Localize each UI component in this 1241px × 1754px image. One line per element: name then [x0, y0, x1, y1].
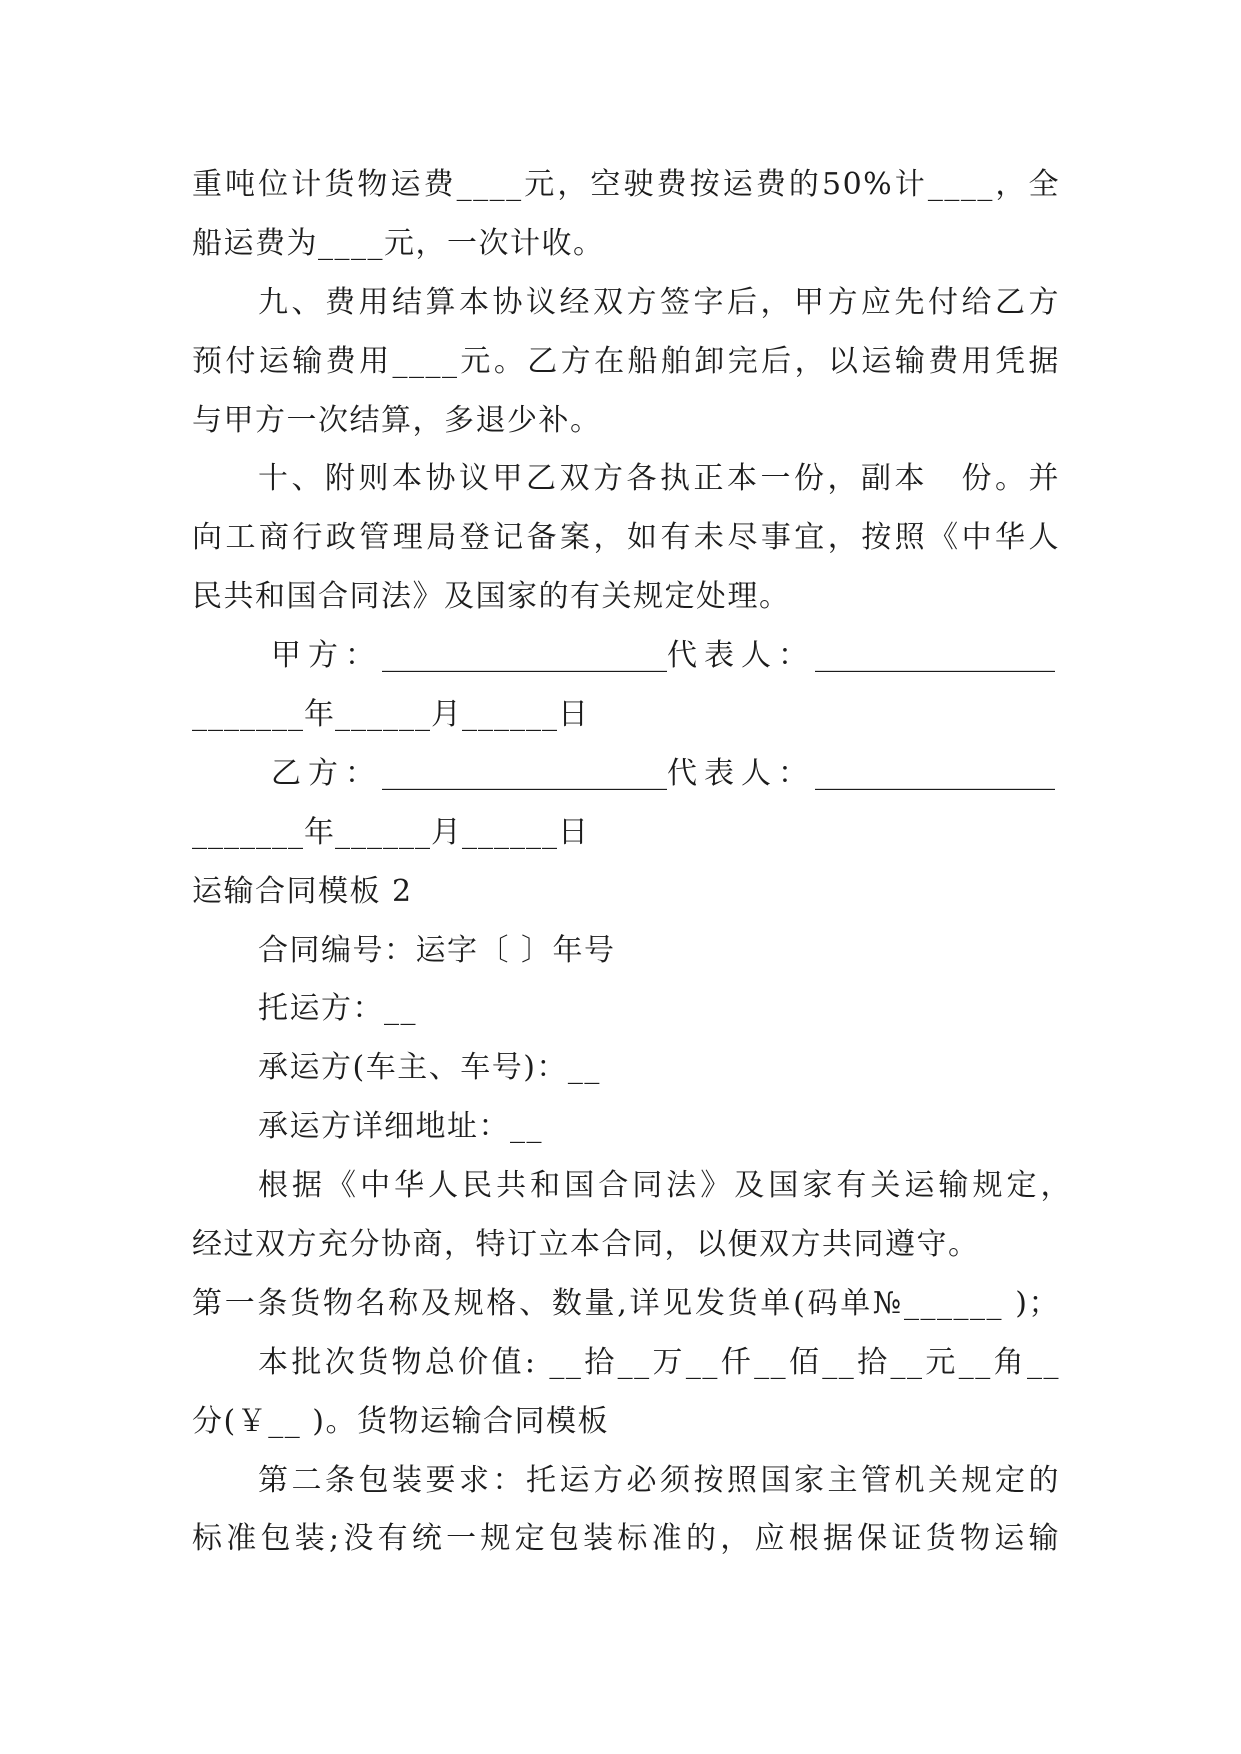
article-10-line: 民共和国合同法》及国家的有关规定处理。 [192, 579, 791, 615]
article-1-line: 第一条货物名称及规格、数量,详见发货单(码单№______ )； [192, 1285, 1060, 1321]
contract-template-2 [192, 863, 1072, 1570]
signature-block-party-b [192, 745, 1060, 863]
article-10-line: 十、附则本协议甲乙双方各执正本一份，副本 份。并 [258, 461, 1060, 497]
signature-line [192, 745, 1060, 804]
carrier-line: 承运方(车主、车号)：__ [258, 1050, 601, 1086]
document-page [192, 156, 1072, 1569]
representative-blank: ________________ [815, 638, 1055, 674]
signature-date-line: _______年______月______日 [192, 814, 589, 850]
party-a-label: 甲方： [271, 638, 382, 674]
freight-clause [192, 156, 1060, 274]
article-1-line: 分(￥__ )。货物运输合同模板 [192, 1403, 609, 1439]
carrier-address-line: 承运方详细地址：__ [258, 1109, 543, 1145]
signature-line [192, 627, 1060, 686]
party-a-blank: ___________________ [382, 638, 667, 674]
representative-label: 代表人： [667, 638, 815, 674]
preamble-line: 经过双方充分协商，特订立本合同，以便双方共同遵守。 [192, 1227, 980, 1263]
contract-number-line: 合同编号：运字〔 〕年号 [258, 932, 616, 968]
preamble-line: 根据《中华人民共和国合同法》及国家有关运输规定， [258, 1168, 1072, 1204]
signature-block-party-a [192, 627, 1060, 745]
shipper-line: 托运方：__ [258, 991, 417, 1027]
representative-label: 代表人： [667, 755, 815, 791]
article-2-line: 标准包装;没有统一规定包装标准的，应根据保证货物运输 [192, 1521, 1060, 1557]
party-b-label: 乙方： [271, 755, 382, 791]
article-10-supplementary [192, 450, 1060, 627]
section-title: 运输合同模板 2 [192, 873, 413, 909]
article-10-line: 向工商行政管理局登记备案，如有未尽事宜，按照《中华人 [192, 520, 1060, 556]
article-9-line: 与甲方一次结算，多退少补。 [192, 402, 602, 438]
representative-blank: ________________ [815, 755, 1055, 791]
article-9-line: 预付运输费用____元。乙方在船舶卸完后，以运输费用凭据 [192, 343, 1060, 379]
article-9-line: 九、费用结算本协议经双方签字后，甲方应先付给乙方 [258, 284, 1060, 320]
signature-date-line: _______年______月______日 [192, 697, 589, 733]
article-1-line: 本批次货物总价值: __拾__万__仟__佰__拾__元__角__ [258, 1344, 1060, 1380]
article-9-settlement [192, 274, 1060, 451]
party-b-blank: ___________________ [382, 755, 667, 791]
article-2-line: 第二条包装要求：托运方必须按照国家主管机关规定的 [258, 1462, 1060, 1498]
freight-clause-line: 重吨位计货物运费____元，空驶费按运费的50%计____，全 [192, 167, 1060, 202]
freight-clause-line: 船运费为____元，一次计收。 [192, 225, 605, 261]
